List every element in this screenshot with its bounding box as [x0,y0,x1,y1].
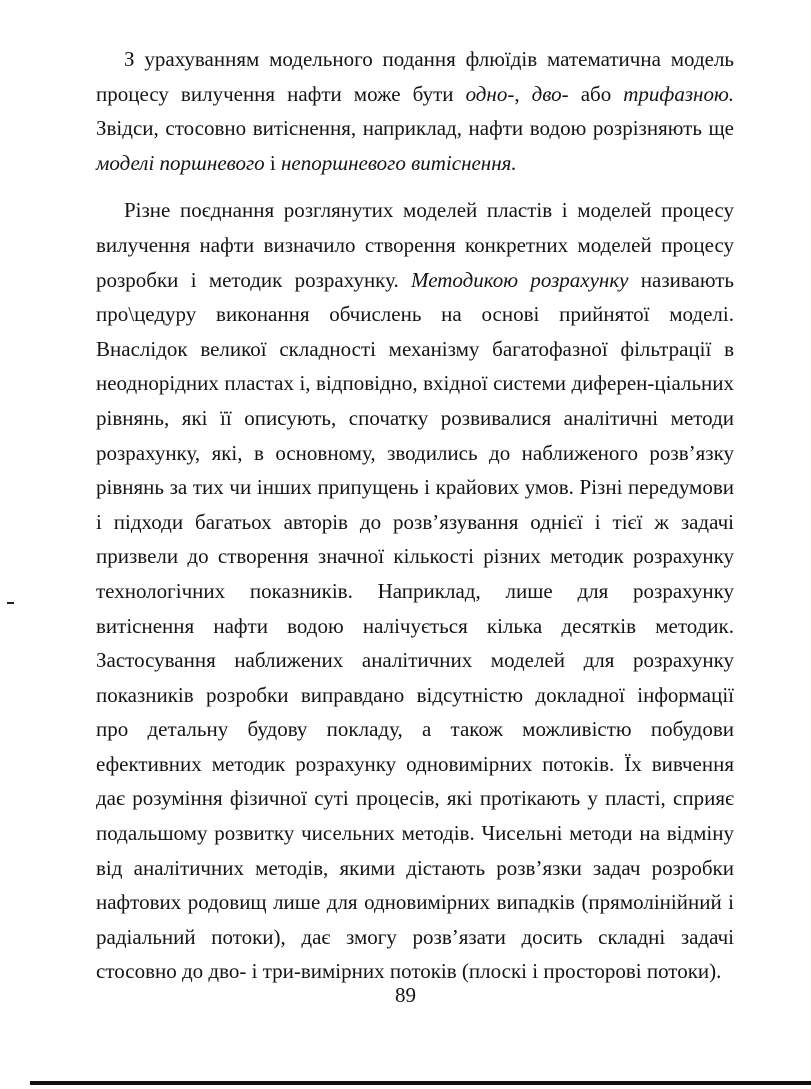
italic-term: непоршневого витіснення. [281,150,517,175]
text-run: називають про\цедуру виконання обчислень на основі прийнятої моделі. Внаслідок великої складності механізму багатофазної фільтрації в неоднорідних пластах і, відповідно, вхідної системи диферен-ціальних рівнянь, які її описують, спочатку розвивалися аналітичні методи розрахунку, які, в основному, зводились до наближеного розв’язку рівнянь за тих чи інших припущень і крайових умов. Різні передумови і підходи багатьох авторів до розв’язування однієї і тієї ж задачі призвели до створення значної кількості різних методик розрахунку технологічних показників. Наприклад, лише для розрахунку витіснення нафти водою налічується кілька десятків методик. Застосування наближених аналітичних моделей для розрахунку показників розробки виправдано відсутністю докладної інформації про детальну будову покладу, а також можливістю побудови ефективних методик розрахунку одновимірних потоків. Їх вивчення дає розуміння фізичної суті процесів, які протікають у пласті, сприяє подальшому розвитку чисельних методів. Чисельні методи на відміну від аналітичних методів, якими дістають розв’язки задач розробки нафтових родовищ лише для одновимірних випадків (прямолінійний і радіальний потоки), дає змогу розв’язати досить складні задачі стосовно до дво- і три-вимірних потоків (плоскі і просторові потоки). [96,267,734,984]
text-run: З урахуванням модельного подання флюїдів математична модель процесу вилучення нафти може бути [96,47,734,106]
italic-term: трифазною. [623,81,735,106]
text-run: або [568,81,624,106]
bottom-rule [30,1081,811,1085]
text-run: , [514,81,532,106]
italic-term: дво- [531,81,569,106]
text-run: і [264,150,282,175]
italic-term: моделі поршневого [96,150,265,175]
text-run: Різне поєднання розглянутих моделей пластів і моделей процесу вилучення нафти визначило створення конкретних моделей процесу розробки і методик розрахунку. [96,198,734,292]
margin-mark [7,602,14,604]
text-run: Звідси, стосовно витіснення, наприклад, нафти водою розрізняють ще [96,116,734,141]
italic-term: одно- [465,81,515,106]
paragraph-2 [96,193,734,989]
page-number: 89 [395,983,416,1007]
document-body [96,42,734,989]
italic-term: Методикою розрахунку [411,267,629,292]
paragraph-1 [96,42,734,180]
